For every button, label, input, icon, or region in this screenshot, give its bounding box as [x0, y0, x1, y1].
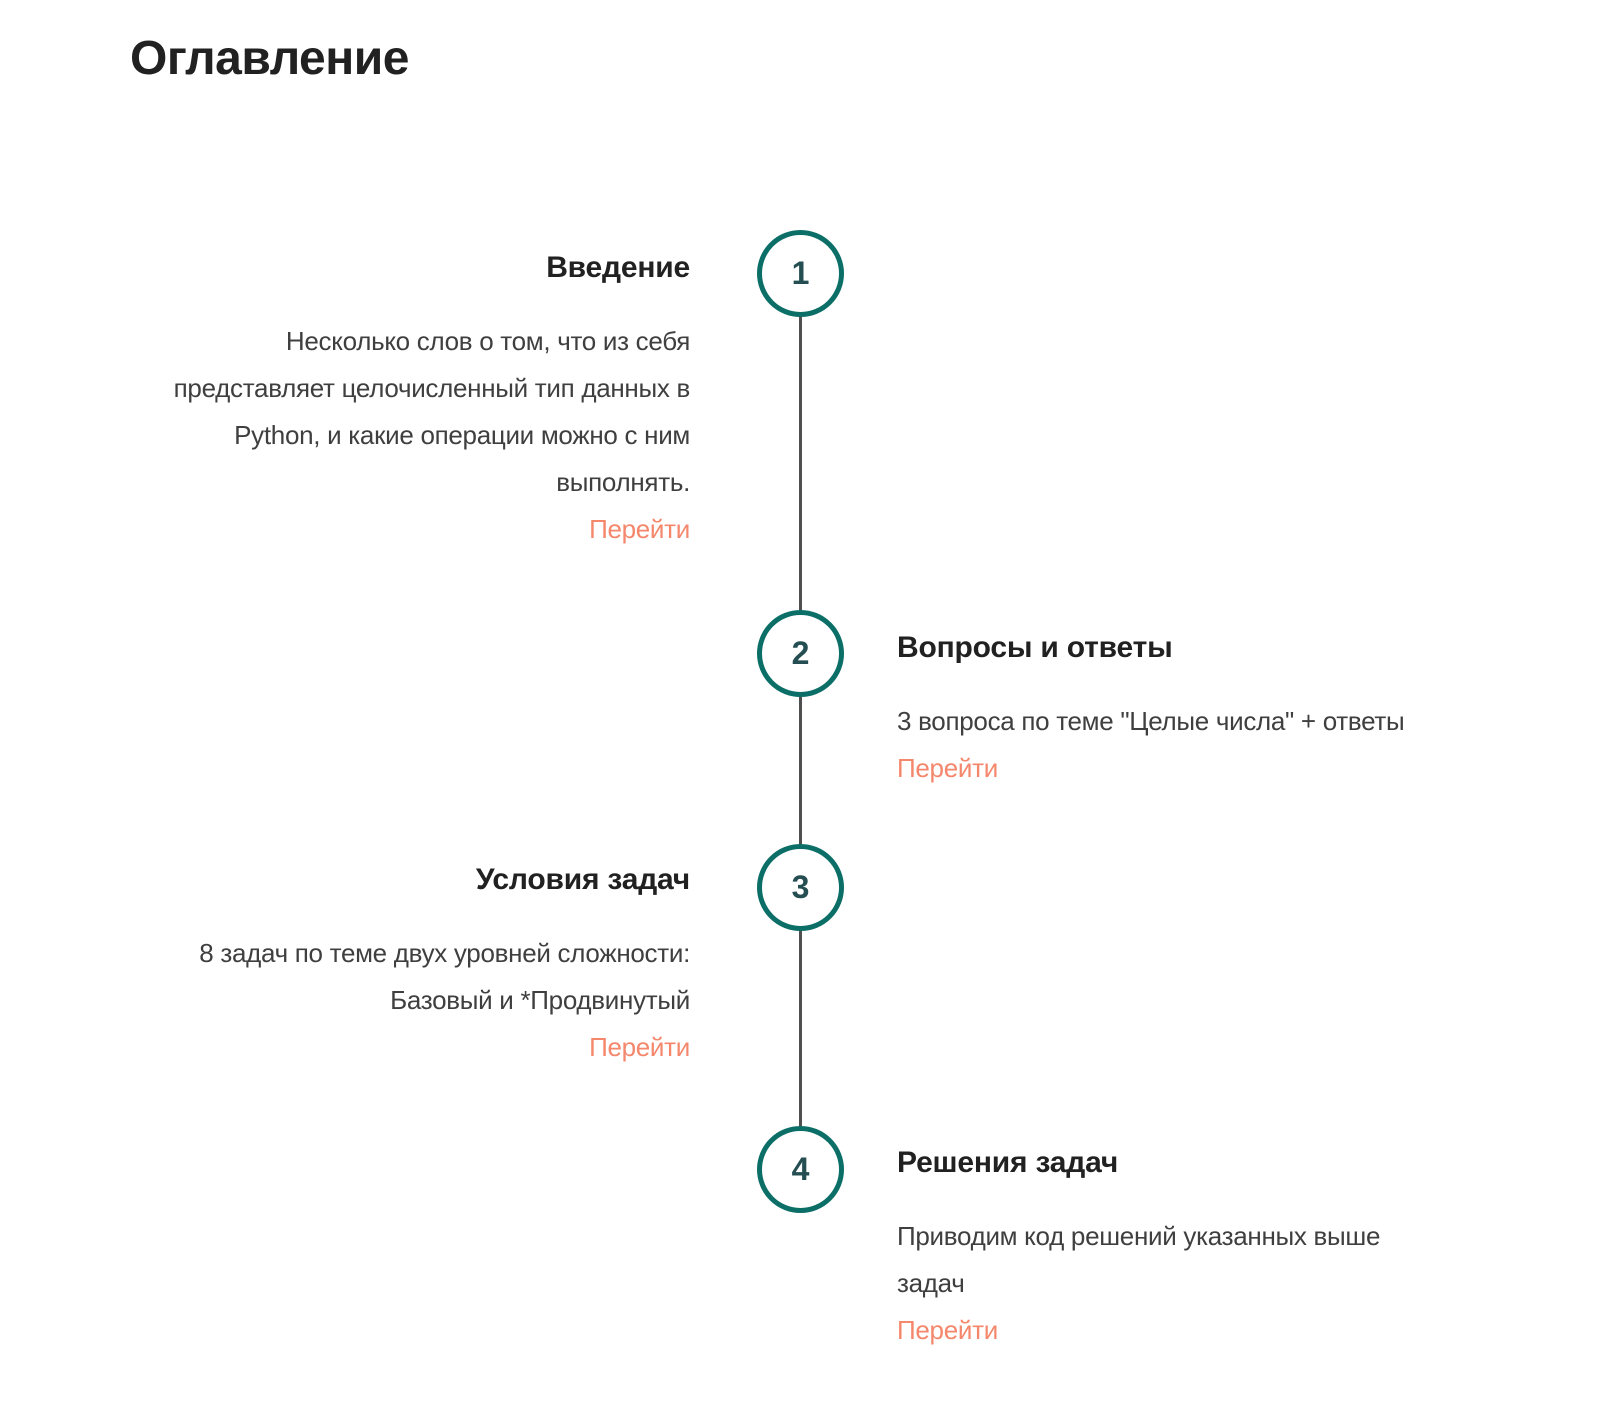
- toc-item-heading: Введение: [546, 251, 690, 284]
- toc-item-heading: Вопросы и ответы: [897, 631, 1173, 664]
- toc-item-description: Несколько слов о том, что из себя представляет целочисленный тип данных в Python, и какие операции можно с ним выполнять.: [173, 326, 690, 497]
- timeline-step-circle-1: [757, 230, 844, 317]
- timeline-connector-line: [799, 273, 802, 1170]
- go-to-link[interactable]: Перейти: [589, 1032, 690, 1062]
- timeline-step-circle-3: [757, 844, 844, 931]
- timeline-step-circle-4: [757, 1126, 844, 1213]
- step-number: 2: [791, 635, 810, 671]
- toc-item-description: Приводим код решений указанных выше задач: [897, 1221, 1381, 1298]
- toc-item-1: [130, 250, 690, 553]
- toc-item-4: [897, 1145, 1442, 1354]
- toc-item-3: [130, 862, 690, 1071]
- page-title: Оглавление: [130, 32, 409, 85]
- toc-item-heading: Решения задач: [897, 1146, 1119, 1179]
- go-to-link[interactable]: Перейти: [589, 514, 690, 544]
- toc-item-description: 8 задач по теме двух уровней сложности: Базовый и *Продвинутый: [199, 938, 690, 1015]
- toc-item-2: [897, 630, 1442, 792]
- step-number: 1: [791, 255, 810, 291]
- step-number: 4: [791, 1151, 810, 1187]
- timeline-step-circle-2: [757, 610, 844, 697]
- go-to-link[interactable]: Перейти: [897, 1315, 998, 1345]
- toc-item-heading: Условия задач: [475, 863, 690, 896]
- toc-item-description: 3 вопроса по теме "Целые числа" + ответы: [897, 706, 1405, 736]
- step-number: 3: [791, 869, 810, 905]
- go-to-link[interactable]: Перейти: [897, 753, 998, 783]
